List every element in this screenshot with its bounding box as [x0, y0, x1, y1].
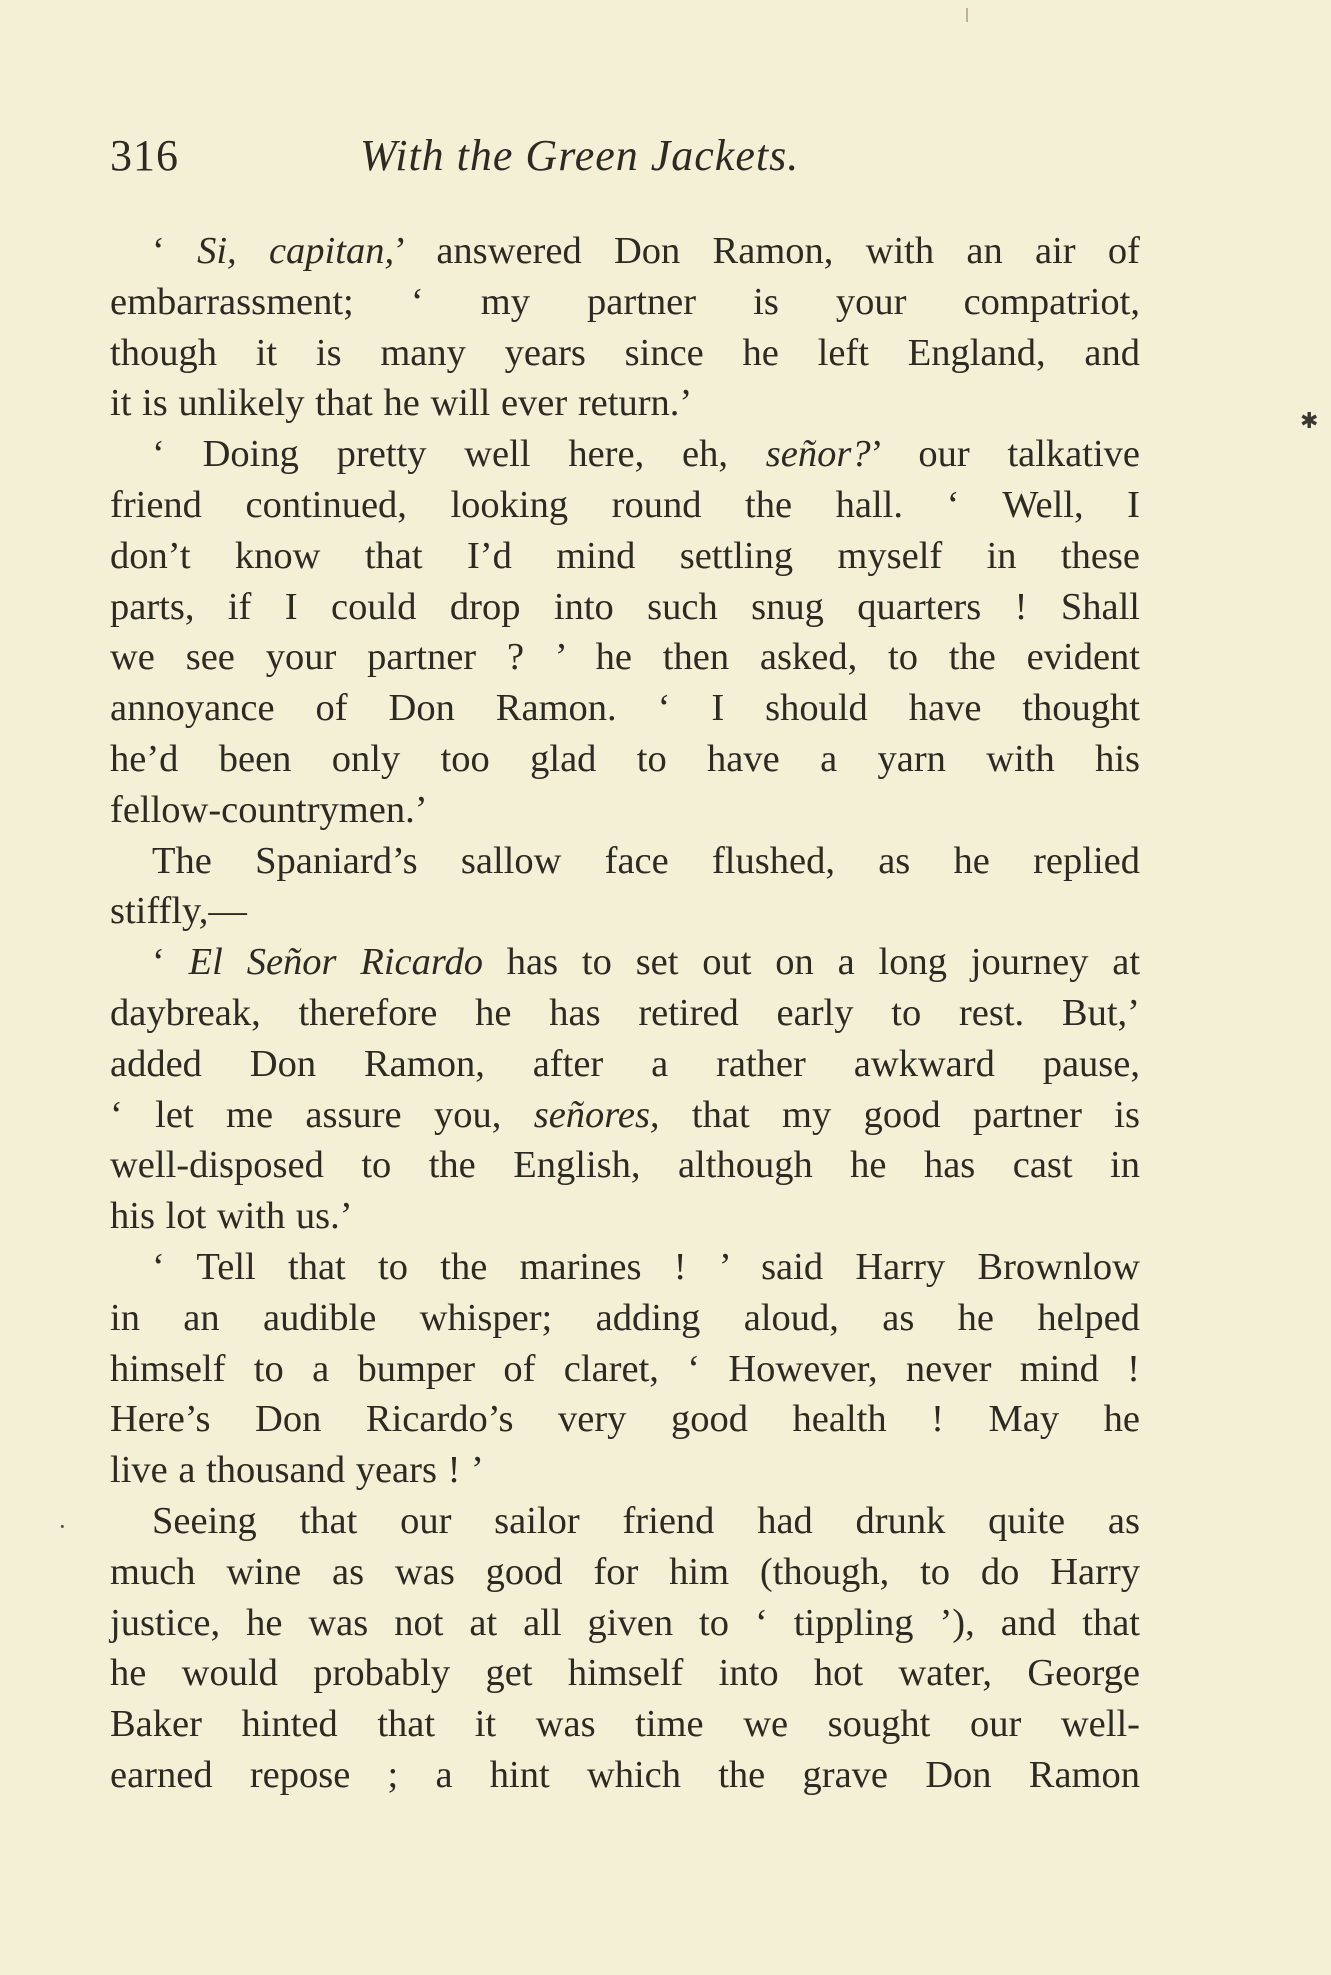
- text-run: himself to a bumper of claret, ‘ However, never mind !: [110, 1347, 1140, 1390]
- text-line: [110, 836, 1140, 887]
- text-line: [110, 1750, 1140, 1801]
- page-number: 316: [110, 131, 179, 180]
- italic-text-run: señores,: [533, 1093, 660, 1136]
- text-line: [110, 429, 1140, 480]
- body-text: [110, 226, 1140, 1801]
- running-title: With the Green Jackets.: [360, 131, 800, 180]
- text-line: [110, 1496, 1140, 1547]
- text-line: [110, 328, 1140, 379]
- text-run: live a thousand years ! ’: [110, 1449, 484, 1492]
- text-run: has to set out on a long journey at: [482, 941, 1141, 984]
- text-run: he’d been only too glad to have a yarn with his: [110, 737, 1140, 780]
- text-run: ‘ Tell that to the marines ! ’ said Harry Brownlow: [152, 1245, 1140, 1288]
- margin-dot-mark: ·: [58, 1512, 67, 1541]
- text-run: justice, he was not at all given to ‘ tippling ’), and that: [110, 1601, 1140, 1644]
- text-run: stiffly,—: [110, 890, 247, 933]
- text-run: friend continued, looking round the hall. ‘ Well, I: [110, 483, 1140, 526]
- text-line: [110, 988, 1140, 1039]
- text-line: [110, 1344, 1140, 1395]
- text-run: ‘ Doing pretty well here, eh,: [152, 433, 766, 476]
- italic-text-run: El Señor Ricardo: [188, 941, 483, 984]
- text-run: earned repose ; a hint which the grave Don Ramon: [110, 1753, 1140, 1796]
- text-run: though it is many years since he left England, and: [110, 331, 1140, 374]
- text-line: [110, 1090, 1140, 1141]
- text-run: annoyance of Don Ramon. ‘ I should have thought: [110, 687, 1140, 730]
- text-run: don’t know that I’d mind settling myself in these: [110, 534, 1140, 577]
- text-run: embarrassment; ‘ my partner is your compatriot,: [110, 280, 1140, 323]
- text-run: Here’s Don Ricardo’s very good health ! May he: [110, 1398, 1140, 1441]
- text-run: Baker hinted that it was time we sought our well-: [110, 1703, 1140, 1746]
- text-run: fellow-countrymen.’: [110, 788, 428, 831]
- text-line: [110, 277, 1140, 328]
- page-header: [110, 130, 1130, 200]
- text-line: [110, 734, 1140, 785]
- text-line: [110, 1140, 1140, 1191]
- margin-asterisk-mark: ✱: [1300, 408, 1319, 433]
- text-run: that my good partner is: [659, 1093, 1140, 1136]
- text-line: [110, 886, 1140, 937]
- text-line: [110, 531, 1140, 582]
- text-line: [110, 1242, 1140, 1293]
- text-line: [110, 1648, 1140, 1699]
- text-line: [110, 1445, 1140, 1496]
- text-line: [110, 226, 1140, 277]
- text-line: [110, 1293, 1140, 1344]
- text-run: much wine as was good for him (though, to do Harry: [110, 1550, 1140, 1593]
- text-run: added Don Ramon, after a rather awkward pause,: [110, 1042, 1140, 1085]
- text-run: we see your partner ? ’ he then asked, to the evident: [110, 636, 1140, 679]
- text-run: parts, if I could drop into such snug quarters ! Shall: [110, 585, 1140, 628]
- scan-tick-mark: [966, 8, 968, 22]
- text-line: [110, 785, 1140, 836]
- text-line: [110, 1191, 1140, 1242]
- text-run: ’ answered Don Ramon, with an air of: [394, 230, 1140, 272]
- text-run: ’ our talkative: [870, 433, 1140, 476]
- italic-text-run: Si, capitan,: [197, 230, 395, 272]
- text-line: [110, 1547, 1140, 1598]
- text-run: it is unlikely that he will ever return.’: [110, 382, 693, 425]
- text-line: [110, 632, 1140, 683]
- text-line: [110, 937, 1140, 988]
- text-run: in an audible whisper; adding aloud, as he helped: [110, 1296, 1140, 1339]
- text-run: he would probably get himself into hot water, George: [110, 1652, 1140, 1695]
- text-line: [110, 378, 1140, 429]
- text-line: [110, 582, 1140, 633]
- text-line: [110, 1394, 1140, 1445]
- text-run: ‘: [152, 941, 189, 984]
- text-run: The Spaniard’s sallow face flushed, as he replied: [152, 839, 1140, 882]
- text-run: ‘ let me assure you,: [110, 1093, 534, 1136]
- text-run: Seeing that our sailor friend had drunk quite as: [152, 1499, 1140, 1542]
- text-run: well-disposed to the English, although he has cast in: [110, 1144, 1140, 1187]
- italic-text-run: señor?: [765, 433, 871, 476]
- text-line: [110, 683, 1140, 734]
- text-line: [110, 1598, 1140, 1649]
- text-line: [110, 1039, 1140, 1090]
- text-run: ‘: [152, 230, 198, 272]
- text-run: his lot with us.’: [110, 1195, 353, 1238]
- text-line: [110, 1699, 1140, 1750]
- text-run: daybreak, therefore he has retired early to rest. But,’: [110, 991, 1140, 1034]
- text-line: [110, 480, 1140, 531]
